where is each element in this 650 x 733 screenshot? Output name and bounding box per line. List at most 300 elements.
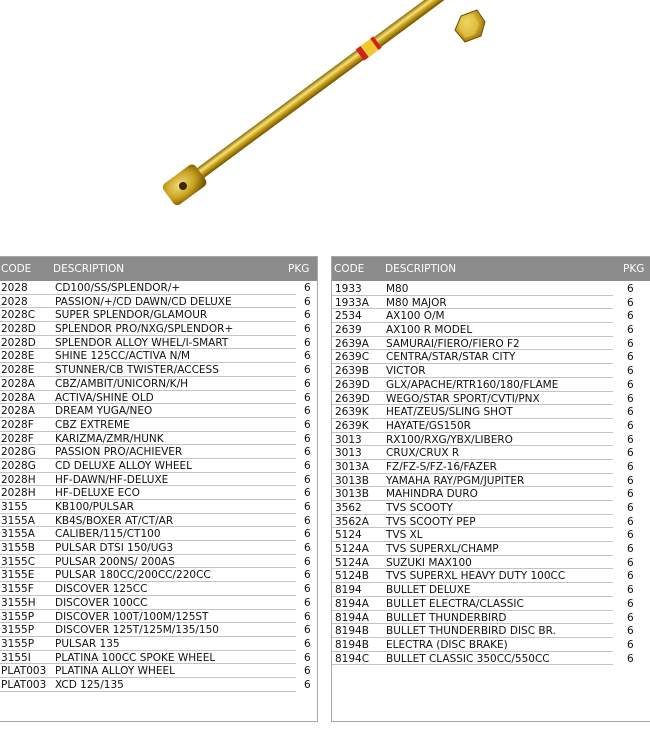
row-divider <box>332 459 613 460</box>
table-row <box>0 515 317 529</box>
part-description: TVS SUPERXL HEAVY DUTY 100CC <box>386 570 566 583</box>
row-divider <box>0 458 296 459</box>
part-pkg: 6 <box>627 351 634 364</box>
part-pkg: 6 <box>627 502 634 514</box>
table-row <box>332 283 650 297</box>
table-row <box>0 542 317 556</box>
part-code: 8194A <box>335 611 369 624</box>
row-divider <box>0 581 296 582</box>
part-description: CENTRA/STAR/STAR CITY <box>386 351 516 364</box>
header-description: DESCRIPTION <box>53 263 125 275</box>
part-description: DISCOVER 100CC <box>55 596 148 609</box>
part-description: KB4S/BOXER AT/CT/AR <box>55 514 174 527</box>
part-code: 8194B <box>335 638 369 651</box>
table-row <box>0 296 317 310</box>
row-divider <box>0 321 296 322</box>
row-divider <box>332 651 613 652</box>
part-code: 2639D <box>335 378 370 391</box>
part-code: 2028G <box>1 459 36 472</box>
part-pkg: 6 <box>627 474 634 487</box>
part-code: 5124 <box>335 529 362 542</box>
left-table-body <box>0 281 317 693</box>
part-pkg: 6 <box>627 570 634 583</box>
table-row <box>332 653 650 667</box>
row-divider <box>332 322 613 323</box>
part-code: 2028 <box>1 295 28 308</box>
table-row <box>0 501 317 515</box>
table-row <box>332 379 650 393</box>
table-row <box>0 611 317 625</box>
part-description: CBZ/AMBIT/UNICORN/K/H <box>55 377 188 390</box>
header-code: CODE <box>1 263 32 275</box>
table-row <box>332 488 650 502</box>
part-description: DREAM YUGA/NEO <box>55 405 153 418</box>
part-pkg: 6 <box>627 597 634 610</box>
row-divider <box>332 349 613 350</box>
part-description: HF-DAWN/HF-DELUXE <box>55 473 169 486</box>
table-row <box>332 475 650 489</box>
table-row <box>332 543 650 557</box>
product-image <box>125 0 515 222</box>
part-code: 3155P <box>1 624 35 637</box>
row-divider <box>0 513 296 514</box>
part-pkg: 6 <box>304 295 311 308</box>
table-row <box>0 679 317 693</box>
part-code: 2639D <box>335 392 370 405</box>
part-pkg: 6 <box>627 296 634 309</box>
table-header <box>0 257 317 281</box>
table-row <box>332 529 650 543</box>
row-divider <box>0 636 296 637</box>
table-header <box>332 257 650 281</box>
part-code: 2028 <box>1 282 28 294</box>
part-description: SAMURAI/FIERO/FIERO F2 <box>386 337 520 350</box>
part-description: MAHINDRA DURO <box>386 488 478 501</box>
table-row <box>0 665 317 679</box>
table-row <box>0 638 317 652</box>
table-row <box>332 420 650 434</box>
table-row <box>332 406 650 420</box>
part-pkg: 6 <box>627 433 634 446</box>
part-code: 3155B <box>1 542 35 555</box>
part-code: 2028E <box>1 364 35 377</box>
row-divider <box>0 472 296 473</box>
part-code: 5124A <box>335 556 369 569</box>
part-description: DISCOVER 125T/125M/135/150 <box>55 624 219 637</box>
part-code: 2534 <box>335 310 362 323</box>
table-row <box>332 612 650 626</box>
row-divider <box>332 308 613 309</box>
part-description: SPLENDOR ALLOY WHEL/I-SMART <box>55 336 229 349</box>
part-description: XCD 125/135 <box>55 678 124 691</box>
part-pkg: 6 <box>627 310 634 323</box>
part-code: 3562A <box>335 515 369 528</box>
part-pkg: 6 <box>304 651 311 664</box>
table-row <box>0 392 317 406</box>
part-description: FZ/FZ-S/FZ-16/FAZER <box>386 460 497 473</box>
part-pkg: 6 <box>304 569 311 582</box>
row-divider <box>332 418 613 419</box>
part-pkg: 6 <box>627 283 634 295</box>
row-divider <box>332 391 613 392</box>
table-row <box>332 625 650 639</box>
part-code: 3155 <box>1 501 28 513</box>
table-row <box>332 338 650 352</box>
part-description: CRUX/CRUX R <box>386 447 460 460</box>
part-pkg: 6 <box>627 556 634 569</box>
part-pkg: 6 <box>304 596 311 609</box>
row-divider <box>332 336 613 337</box>
part-description: M80 MAJOR <box>386 296 447 309</box>
part-pkg: 6 <box>304 446 311 459</box>
part-description: PULSAR 180CC/200CC/220CC <box>55 569 211 582</box>
part-description: YAMAHA RAY/PGM/JUPITER <box>386 474 525 487</box>
row-divider <box>332 432 613 433</box>
table-row <box>0 597 317 611</box>
table-row <box>332 434 650 448</box>
part-pkg: 6 <box>304 418 311 431</box>
table-row <box>0 433 317 447</box>
part-code: 3013 <box>335 447 362 460</box>
part-description: PLATINA ALLOY WHEEL <box>55 665 176 678</box>
part-description: DISCOVER 125CC <box>55 583 148 596</box>
part-code: 2028E <box>1 350 35 363</box>
part-pkg: 6 <box>304 432 311 445</box>
table-row <box>332 393 650 407</box>
part-description: PASSION/+/CD DAWN/CD DELUXE <box>55 295 232 308</box>
part-code: 2028A <box>1 391 35 404</box>
row-divider <box>0 677 296 678</box>
row-divider <box>0 307 296 308</box>
table-row <box>332 351 650 365</box>
part-code: 8194A <box>335 597 369 610</box>
part-description: BULLET CLASSIC 350CC/550CC <box>386 652 550 665</box>
part-code: 3155P <box>1 637 35 650</box>
part-pkg: 6 <box>304 583 311 596</box>
part-code: PLAT003 <box>1 665 47 678</box>
part-code: 3155A <box>1 514 35 527</box>
table-row <box>0 624 317 638</box>
part-description: STUNNER/CB TWISTER/ACCESS <box>55 364 219 377</box>
part-pkg: 6 <box>304 624 311 637</box>
part-description: PULSAR 135 <box>55 637 120 650</box>
right-table-body <box>332 281 650 666</box>
table-row <box>0 309 317 323</box>
part-description: KB100/PULSAR <box>55 501 134 513</box>
row-divider <box>332 555 613 556</box>
table-row <box>332 447 650 461</box>
row-divider <box>332 514 613 515</box>
row-divider <box>0 403 296 404</box>
part-description: SUZUKI MAX100 <box>386 556 472 569</box>
row-divider <box>332 596 613 597</box>
part-code: 3155E <box>1 569 35 582</box>
part-code: 2028A <box>1 377 35 390</box>
part-code: 3562 <box>335 502 362 514</box>
part-description: TVS SCOOTY <box>386 502 453 514</box>
part-description: BULLET DELUXE <box>386 584 471 597</box>
table-row <box>0 419 317 433</box>
part-code: 8194C <box>335 652 370 665</box>
part-description: HEAT/ZEUS/SLING SHOT <box>386 406 513 419</box>
part-code: 3155P <box>1 610 35 623</box>
table-row <box>332 516 650 530</box>
part-code: 5124B <box>335 570 369 583</box>
part-description: KARIZMA/ZMR/HUNK <box>55 432 164 445</box>
part-code: 2639 <box>335 324 362 337</box>
part-pkg: 6 <box>304 678 311 691</box>
table-row <box>0 350 317 364</box>
part-code: 3155H <box>1 596 36 609</box>
row-divider <box>332 637 613 638</box>
part-description: PASSION PRO/ACHIEVER <box>55 446 183 459</box>
part-description: RX100/RXG/YBX/LIBERO <box>386 433 513 446</box>
table-row <box>332 598 650 612</box>
part-code: 1933 <box>335 283 362 295</box>
part-pkg: 6 <box>627 515 634 528</box>
header-description: DESCRIPTION <box>385 263 457 275</box>
part-pkg: 6 <box>627 625 634 638</box>
part-pkg: 6 <box>627 611 634 624</box>
table-row <box>332 324 650 338</box>
table-row <box>332 461 650 475</box>
table-row <box>0 652 317 666</box>
part-description: PULSAR 200NS/ 200AS <box>55 555 175 568</box>
part-code: 2028H <box>1 487 36 500</box>
part-code: 2028C <box>1 309 36 322</box>
row-divider <box>332 623 613 624</box>
table-row <box>0 323 317 337</box>
part-code: 2028D <box>1 336 36 349</box>
part-code: 3013 <box>335 433 362 446</box>
part-pkg: 6 <box>304 336 311 349</box>
table-row <box>0 528 317 542</box>
row-divider <box>0 540 296 541</box>
part-code: 1933A <box>335 296 369 309</box>
part-pkg: 6 <box>304 323 311 336</box>
row-divider <box>0 650 296 651</box>
row-divider <box>332 363 613 364</box>
part-pkg: 6 <box>304 309 311 322</box>
table-row <box>0 405 317 419</box>
row-divider <box>0 335 296 336</box>
row-divider <box>332 541 613 542</box>
row-divider <box>332 445 613 446</box>
part-description: BULLET THUNDERBIRD DISC BR. <box>386 625 556 638</box>
part-pkg: 6 <box>304 282 311 294</box>
part-code: 2028F <box>1 418 34 431</box>
part-pkg: 6 <box>304 391 311 404</box>
part-pkg: 6 <box>627 406 634 419</box>
table-row <box>332 639 650 653</box>
part-description: TVS SUPERXL/CHAMP <box>386 543 499 556</box>
part-pkg: 6 <box>304 459 311 472</box>
part-pkg: 6 <box>304 487 311 500</box>
part-code: 2639A <box>335 337 369 350</box>
part-pkg: 6 <box>304 514 311 527</box>
row-divider <box>332 377 613 378</box>
part-description: CBZ EXTREME <box>55 418 130 431</box>
part-description: CALIBER/115/CT100 <box>55 528 161 541</box>
part-pkg: 6 <box>627 378 634 391</box>
header-pkg: PKG <box>623 263 645 275</box>
part-description: TVS XL <box>386 529 423 542</box>
table-row <box>0 337 317 351</box>
table-row <box>0 569 317 583</box>
row-divider <box>0 609 296 610</box>
part-pkg: 6 <box>627 419 634 432</box>
row-divider <box>332 500 613 501</box>
part-description: GLX/APACHE/RTR160/180/FLAME <box>386 378 559 391</box>
part-code: 5124A <box>335 543 369 556</box>
part-code: 8194B <box>335 625 369 638</box>
table-row <box>332 584 650 598</box>
part-pkg: 6 <box>627 447 634 460</box>
part-pkg: 6 <box>627 365 634 378</box>
row-divider <box>332 664 613 665</box>
row-divider <box>0 444 296 445</box>
part-pkg: 6 <box>627 529 634 542</box>
row-divider <box>0 390 296 391</box>
part-pkg: 6 <box>627 543 634 556</box>
part-pkg: 6 <box>627 324 634 337</box>
part-pkg: 6 <box>304 473 311 486</box>
part-code: 3013B <box>335 474 369 487</box>
part-code: 3155F <box>1 583 34 596</box>
part-pkg: 6 <box>627 652 634 665</box>
table-row <box>332 297 650 311</box>
part-description: SHINE 125CC/ACTIVA N/M <box>55 350 191 363</box>
part-pkg: 6 <box>627 638 634 651</box>
part-pkg: 6 <box>304 350 311 363</box>
part-code: 2639K <box>335 419 369 432</box>
part-pkg: 6 <box>304 364 311 377</box>
row-divider <box>0 431 296 432</box>
left-parts-table <box>0 256 318 722</box>
part-description: SPLENDOR PRO/NXG/SPLENDOR+ <box>55 323 234 336</box>
part-description: CD DELUXE ALLOY WHEEL <box>55 459 192 472</box>
row-divider <box>0 567 296 568</box>
axle-bolt-icon <box>125 0 515 222</box>
table-row <box>0 282 317 296</box>
part-pkg: 6 <box>627 392 634 405</box>
part-description: ACTIVA/SHINE OLD <box>55 391 154 404</box>
table-row <box>332 502 650 516</box>
part-description: SUPER SPLENDOR/GLAMOUR <box>55 309 208 322</box>
part-pkg: 6 <box>304 637 311 650</box>
part-pkg: 6 <box>304 542 311 555</box>
row-divider <box>0 622 296 623</box>
row-divider <box>0 691 296 692</box>
part-description: HF-DELUXE ECO <box>55 487 140 500</box>
part-code: 8194 <box>335 584 362 597</box>
part-code: 2028D <box>1 323 36 336</box>
part-description: VICTOR <box>386 365 426 378</box>
part-description: ELECTRA (DISC BRAKE) <box>386 638 508 651</box>
part-description: BULLET ELECTRA/CLASSIC <box>386 597 524 610</box>
part-pkg: 6 <box>627 488 634 501</box>
row-divider <box>0 348 296 349</box>
table-row <box>0 460 317 474</box>
part-code: 3013B <box>335 488 369 501</box>
row-divider <box>0 663 296 664</box>
part-description: AX100 R MODEL <box>386 324 473 337</box>
part-description: M80 <box>386 283 409 295</box>
part-pkg: 6 <box>304 610 311 623</box>
table-row <box>0 487 317 501</box>
table-row <box>332 557 650 571</box>
table-row <box>0 556 317 570</box>
table-row <box>0 364 317 378</box>
part-code: 2028G <box>1 446 36 459</box>
part-code: 2639K <box>335 406 369 419</box>
header-pkg: PKG <box>288 263 310 275</box>
part-description: CD100/SS/SPLENDOR/+ <box>55 282 181 294</box>
row-divider <box>332 404 613 405</box>
part-pkg: 6 <box>304 665 311 678</box>
part-code: 3155C <box>1 555 36 568</box>
table-row <box>0 446 317 460</box>
part-pkg: 6 <box>304 405 311 418</box>
table-row <box>0 583 317 597</box>
row-divider <box>0 417 296 418</box>
row-divider <box>332 610 613 611</box>
part-pkg: 6 <box>627 584 634 597</box>
table-row <box>332 570 650 584</box>
row-divider <box>0 595 296 596</box>
table-row <box>332 310 650 324</box>
row-divider <box>0 362 296 363</box>
part-code: 3155A <box>1 528 35 541</box>
part-description: AX100 O/M <box>386 310 445 323</box>
part-description: PLATINA 100CC SPOKE WHEEL <box>55 651 216 664</box>
part-description: WEGO/STAR SPORT/CVTI/PNX <box>386 392 540 405</box>
part-pkg: 6 <box>304 555 311 568</box>
row-divider <box>332 568 613 569</box>
right-parts-table <box>331 256 650 722</box>
row-divider <box>0 376 296 377</box>
part-description: HAYATE/GS150R <box>386 419 471 432</box>
part-pkg: 6 <box>304 528 311 541</box>
table-row <box>0 378 317 392</box>
part-code: 2028H <box>1 473 36 486</box>
part-code: 2028A <box>1 405 35 418</box>
row-divider <box>0 485 296 486</box>
part-pkg: 6 <box>304 377 311 390</box>
part-pkg: 6 <box>304 501 311 513</box>
row-divider <box>332 473 613 474</box>
table-row <box>332 365 650 379</box>
part-code: 3155I <box>1 651 31 664</box>
table-row <box>0 474 317 488</box>
part-pkg: 6 <box>627 337 634 350</box>
header-code: CODE <box>334 263 365 275</box>
part-code: PLAT003 <box>1 678 47 691</box>
row-divider <box>332 527 613 528</box>
part-description: TVS SCOOTY PEP <box>386 515 476 528</box>
row-divider <box>332 582 613 583</box>
part-code: 2639B <box>335 365 369 378</box>
part-code: 3013A <box>335 460 369 473</box>
row-divider <box>332 295 613 296</box>
part-code: 2639C <box>335 351 370 364</box>
row-divider <box>0 526 296 527</box>
part-description: PULSAR DTSI 150/UG3 <box>55 542 174 555</box>
part-description: DISCOVER 100T/100M/125ST <box>55 610 209 623</box>
row-divider <box>332 486 613 487</box>
part-code: 2028F <box>1 432 34 445</box>
part-pkg: 6 <box>627 460 634 473</box>
